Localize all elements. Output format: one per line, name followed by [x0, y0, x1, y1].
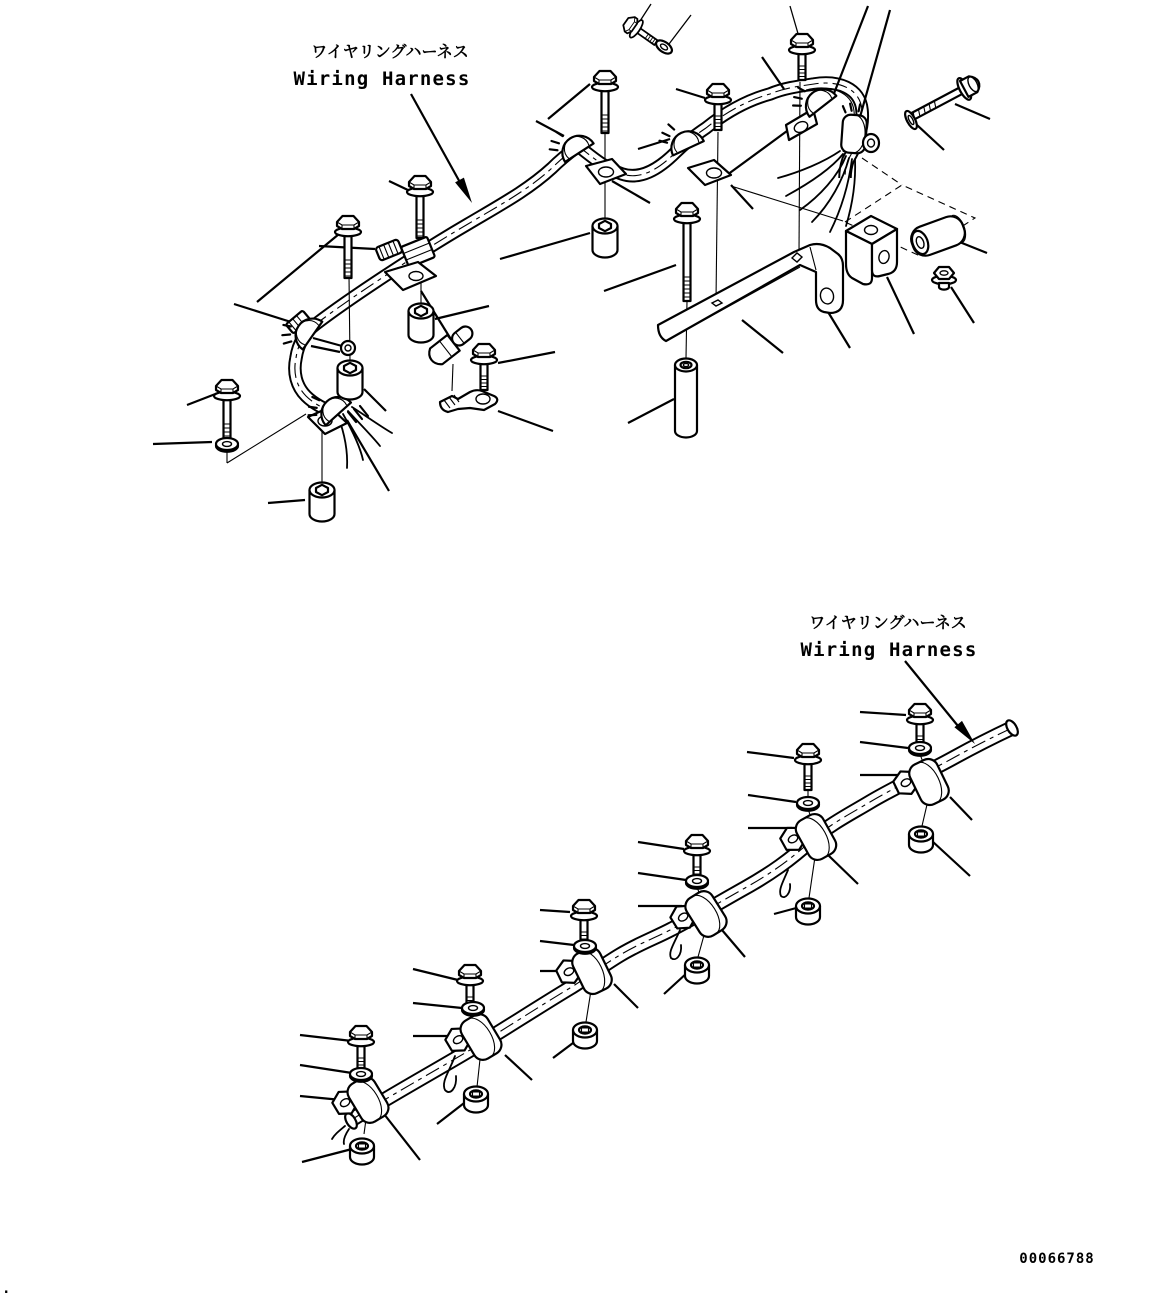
flat-washer-icon [462, 1002, 484, 1016]
drawing-number: 00066788 [1019, 1251, 1095, 1267]
hex-flange-bolt-icon [592, 71, 618, 133]
standoff-nut-icon [464, 1087, 488, 1113]
wire-strands [778, 151, 855, 232]
standoff-nut-icon [796, 899, 820, 925]
hex-flange-bolt-icon [214, 380, 240, 442]
hex-flange-bolt-icon [471, 344, 497, 390]
top-callout-jp: ワイヤリングハーネス [311, 42, 469, 61]
flat-washer-icon [216, 438, 238, 452]
spacer-collar-icon [310, 483, 335, 522]
hex-flange-bolt-icon [348, 1026, 374, 1072]
flat-washer-icon [909, 742, 931, 756]
standoff-nut-icon [909, 827, 933, 853]
standoff-nut-icon [350, 1139, 374, 1165]
assembly-centerlines [361, 732, 929, 1134]
hex-flange-bolt-icon [789, 34, 815, 80]
spacer-collar-icon [338, 361, 363, 400]
hex-flange-bolt-icon [906, 71, 984, 128]
band-clamp-icon [840, 103, 879, 154]
corner-mark: . [2, 1281, 11, 1295]
upper-harness-assembly [153, 4, 990, 522]
bottom-callout-jp: ワイヤリングハーネス [809, 613, 967, 632]
sleeve-collar-icon [907, 212, 969, 259]
bottom-callout-en: Wiring Harness [800, 639, 978, 661]
flat-washer-icon [350, 1068, 372, 1082]
standoff-nut-icon [685, 958, 709, 984]
spacer-collar-icon [675, 359, 697, 438]
ring-terminal-icon [311, 338, 342, 352]
spacer-collar-icon [409, 304, 434, 343]
wire-strands [338, 407, 392, 468]
hex-flange-bolt-icon [674, 203, 700, 301]
clip-bracket-icon [440, 390, 497, 412]
flat-washer-icon [574, 940, 596, 954]
spacer-collar-icon [593, 219, 618, 258]
flat-washer-icon [686, 875, 708, 889]
top-callout-en: Wiring Harness [293, 68, 471, 90]
lower-harness-assembly [300, 704, 1020, 1165]
standoff-nut-icon [573, 1023, 597, 1049]
hex-flange-bolt-icon [407, 176, 433, 238]
l-bracket-icon [846, 216, 897, 284]
hex-flange-bolt-icon [795, 744, 821, 790]
flat-washer-icon [797, 797, 819, 811]
flange-nut-icon [932, 267, 956, 290]
